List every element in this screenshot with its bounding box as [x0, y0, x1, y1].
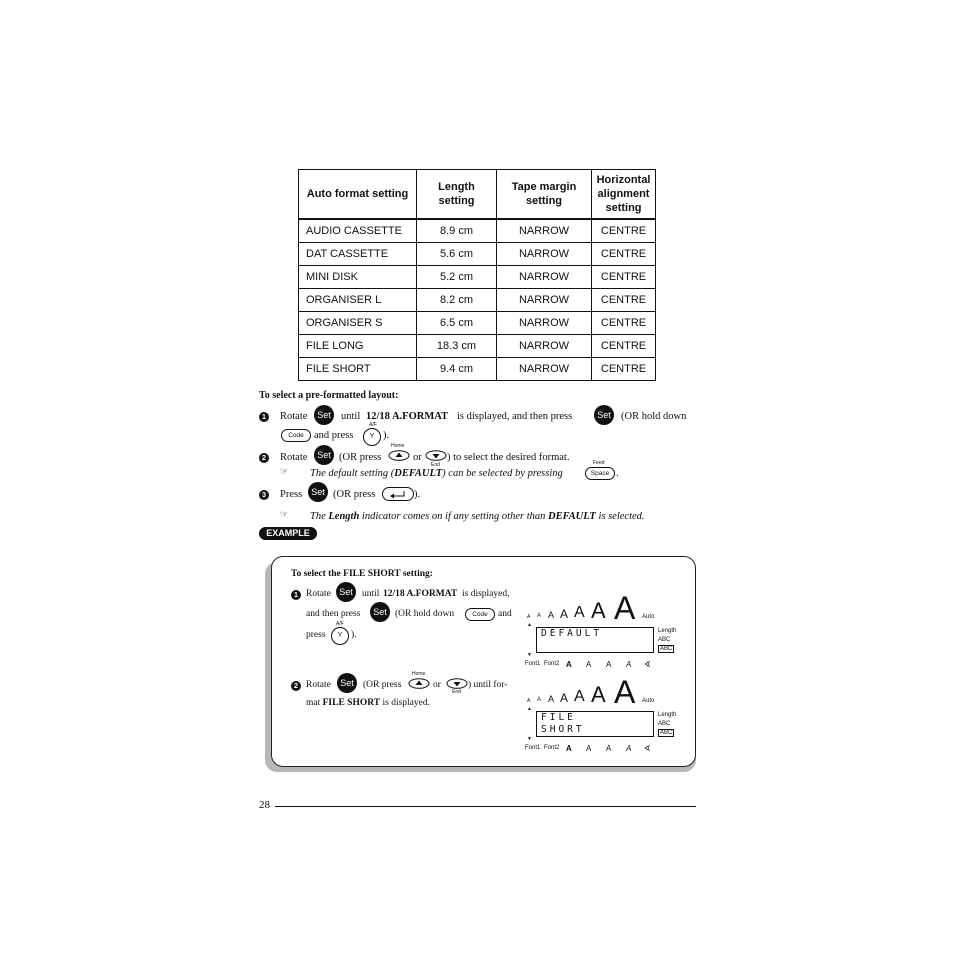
lcd-size-indicator: A: [527, 698, 531, 704]
lcd-font2: Font2: [544, 661, 560, 667]
table-cell: CENTRE: [592, 335, 656, 358]
step1-text: Rotate: [280, 411, 308, 422]
af-key-label: A/F: [369, 422, 377, 428]
lcd-font2: Font2: [544, 745, 560, 751]
column-header: Tape margin setting: [497, 170, 592, 220]
lcd-style-italic: A: [626, 744, 632, 753]
up-arrow-key-icon: [408, 678, 430, 689]
lcd-left-arrow: ▲: [527, 706, 532, 712]
step-number: 2: [259, 453, 269, 463]
pointing-hand-icon: ☞: [280, 467, 289, 477]
lcd-left-arrow: ▲: [527, 622, 532, 628]
page-number: 28: [259, 799, 270, 811]
table-cell: CENTRE: [592, 289, 656, 312]
lcd-size-indicator: A: [614, 674, 636, 710]
column-header: Horizontal alignment setting: [592, 170, 656, 220]
step2-text: ) to select the desired format.: [447, 452, 570, 463]
table-cell: CENTRE: [592, 312, 656, 335]
column-header: Length setting: [417, 170, 497, 220]
example-step2-text: ) until for-: [468, 680, 508, 690]
section-heading: To select a pre-formatted layout:: [259, 390, 399, 401]
lcd-style-outline: A: [586, 744, 592, 753]
step1-text: ).: [383, 430, 390, 441]
auto-format-table: [298, 169, 656, 381]
example-step2-text: (OR press: [363, 680, 402, 690]
y-key-icon: Y: [363, 428, 381, 446]
lcd-left-arrow: ▼: [527, 736, 532, 742]
enter-key-icon: [382, 487, 414, 501]
lcd-length-indicator: Length: [658, 712, 677, 718]
table-cell: NARROW: [497, 243, 592, 266]
example-heading: To select the FILE SHORT setting:: [291, 569, 433, 579]
home-key-label: Home: [391, 443, 405, 449]
example-step1-text: press: [306, 630, 326, 640]
table-cell: 9.4 cm: [417, 358, 497, 381]
table-cell: 5.6 cm: [417, 243, 497, 266]
step2-text: Rotate: [280, 452, 308, 463]
lcd-style-bold: A: [566, 660, 572, 669]
step-number: 1: [259, 412, 269, 422]
table-row: [299, 219, 656, 243]
step1-setting-name: 12/18 A.FORMAT: [366, 411, 449, 422]
feed-key-label: Feed: [593, 460, 605, 466]
step2-text: or: [413, 452, 422, 463]
lcd-line-1: DEFAULT: [541, 628, 603, 639]
table-cell: AUDIO CASSETTE: [299, 219, 417, 243]
space-key-icon: Space: [585, 467, 615, 480]
table-cell: DAT CASSETTE: [299, 243, 417, 266]
lcd-size-indicator: A: [591, 682, 606, 707]
lcd-line-1: FILE: [541, 712, 576, 723]
example-step1-text: is displayed,: [462, 589, 510, 599]
table-row: [299, 266, 656, 289]
lcd-size-indicator: A: [574, 688, 585, 705]
table-header-row: [299, 170, 656, 220]
lcd-size-indicator: A: [537, 613, 542, 619]
lcd-auto-indicator: Auto: [642, 698, 655, 704]
set-key-icon: Set: [594, 405, 614, 425]
lcd-abc-boxed-indicator: ABC: [660, 730, 673, 736]
table-cell: CENTRE: [592, 266, 656, 289]
column-header: Auto format setting: [299, 170, 417, 220]
table-cell: NARROW: [497, 219, 592, 243]
example-setting-name: 12/18 A.FORMAT: [383, 589, 458, 599]
table-cell: NARROW: [497, 289, 592, 312]
lcd-size-indicator: A: [548, 694, 555, 704]
lcd-size-indicator: A: [548, 610, 555, 620]
home-key-label: Home: [412, 671, 426, 677]
pointing-hand-icon: ☞: [280, 510, 289, 520]
down-arrow-key-icon: [446, 678, 468, 689]
code-key-icon: Code: [281, 429, 311, 442]
end-key-label: End: [452, 689, 461, 695]
down-arrow-key-icon: [425, 450, 447, 461]
table-row: [299, 243, 656, 266]
set-key-icon: Set: [308, 482, 328, 502]
lcd-font1: Font1: [525, 661, 541, 667]
lcd-size-indicator: A: [527, 614, 531, 620]
lcd-style-shadow: A: [606, 660, 612, 669]
lcd-length-indicator: Length: [658, 628, 677, 634]
lcd-style-bold: A: [566, 744, 572, 753]
table-cell: CENTRE: [592, 358, 656, 381]
lcd-line-2: SHORT: [541, 724, 585, 735]
set-key-icon: Set: [336, 582, 356, 602]
table-row: [299, 289, 656, 312]
table-cell: ORGANISER S: [299, 312, 417, 335]
end-key-label: End: [431, 462, 440, 468]
footer-rule: [275, 806, 696, 807]
table-cell: NARROW: [497, 312, 592, 335]
set-key-icon: Set: [370, 602, 390, 622]
table-row: [299, 358, 656, 381]
lcd-style-shadow: A: [606, 744, 612, 753]
lcd-size-indicator: A: [537, 697, 542, 703]
example-step1-text: Rotate: [306, 589, 331, 599]
lcd-size-indicator: A: [591, 598, 606, 623]
table-cell: NARROW: [497, 358, 592, 381]
table-cell: 8.2 cm: [417, 289, 497, 312]
table-cell: FILE SHORT: [299, 358, 417, 381]
af-key-label: A/F: [336, 621, 344, 627]
table-cell: NARROW: [497, 335, 592, 358]
table-cell: FILE LONG: [299, 335, 417, 358]
lcd-style-vertical-icon: ∢: [644, 660, 651, 669]
set-key-icon: Set: [314, 405, 334, 425]
table-cell: ORGANISER L: [299, 289, 417, 312]
step-number: 2: [291, 681, 301, 691]
table-row: [299, 335, 656, 358]
table-cell: MINI DISK: [299, 266, 417, 289]
example-step2-text: Rotate: [306, 680, 331, 690]
step1-text: until: [341, 411, 361, 422]
table-cell: 18.3 cm: [417, 335, 497, 358]
note-text: .: [616, 468, 619, 479]
set-key-icon: Set: [314, 445, 334, 465]
example-step1-text: until: [362, 589, 380, 599]
set-key-icon: Set: [337, 673, 357, 693]
table-cell: CENTRE: [592, 219, 656, 243]
table-cell: NARROW: [497, 266, 592, 289]
lcd-abc-indicator: ABC: [658, 721, 671, 727]
lcd-size-indicator: A: [574, 604, 585, 621]
step-number: 1: [291, 590, 301, 600]
lcd-left-arrow: ▼: [527, 652, 532, 658]
lcd-abc-indicator: ABC: [658, 637, 671, 643]
note-text: The Length indicator comes on if any setting other than DEFAULT is selected.: [310, 511, 645, 522]
step3-text: ).: [414, 489, 421, 500]
table-cell: CENTRE: [592, 243, 656, 266]
table-row: [299, 312, 656, 335]
note-text: The default setting (DEFAULT) can be selected by pressing: [310, 468, 563, 479]
step2-text: (OR press: [339, 452, 382, 463]
lcd-size-indicator: A: [560, 607, 569, 621]
example-step1-text: and: [498, 609, 512, 619]
table-cell: 6.5 cm: [417, 312, 497, 335]
lcd-style-vertical-icon: ∢: [644, 744, 651, 753]
lcd-style-outline: A: [586, 660, 592, 669]
example-step2-text: or: [433, 680, 441, 690]
lcd-size-indicator: A: [560, 691, 569, 705]
step3-text: Press: [280, 489, 303, 500]
y-key-icon: Y: [331, 627, 349, 645]
step1-text: (OR hold down: [621, 411, 687, 422]
table-cell: 8.9 cm: [417, 219, 497, 243]
up-arrow-key-icon: [388, 450, 410, 461]
lcd-style-italic: A: [626, 660, 632, 669]
example-step1-text: (OR hold down: [395, 609, 455, 619]
lcd-auto-indicator: Auto: [642, 614, 655, 620]
example-step1-text: and then press: [306, 609, 361, 619]
lcd-screen: [536, 711, 654, 737]
step1-text: and press: [314, 430, 354, 441]
step3-text: (OR press: [333, 489, 376, 500]
table-cell: 5.2 cm: [417, 266, 497, 289]
lcd-size-indicator: A: [614, 590, 636, 626]
lcd-screen: [536, 627, 654, 653]
step-number: 3: [259, 490, 269, 500]
example-step1-text: ).: [351, 630, 357, 640]
step1-text: is displayed, and then press: [457, 411, 573, 422]
example-badge: EXAMPLE: [259, 527, 317, 540]
lcd-abc-boxed-indicator: ABC: [660, 646, 673, 652]
code-key-icon: Code: [465, 608, 495, 621]
lcd-font1: Font1: [525, 745, 541, 751]
example-step2-text: mat FILE SHORT is displayed.: [306, 698, 430, 708]
